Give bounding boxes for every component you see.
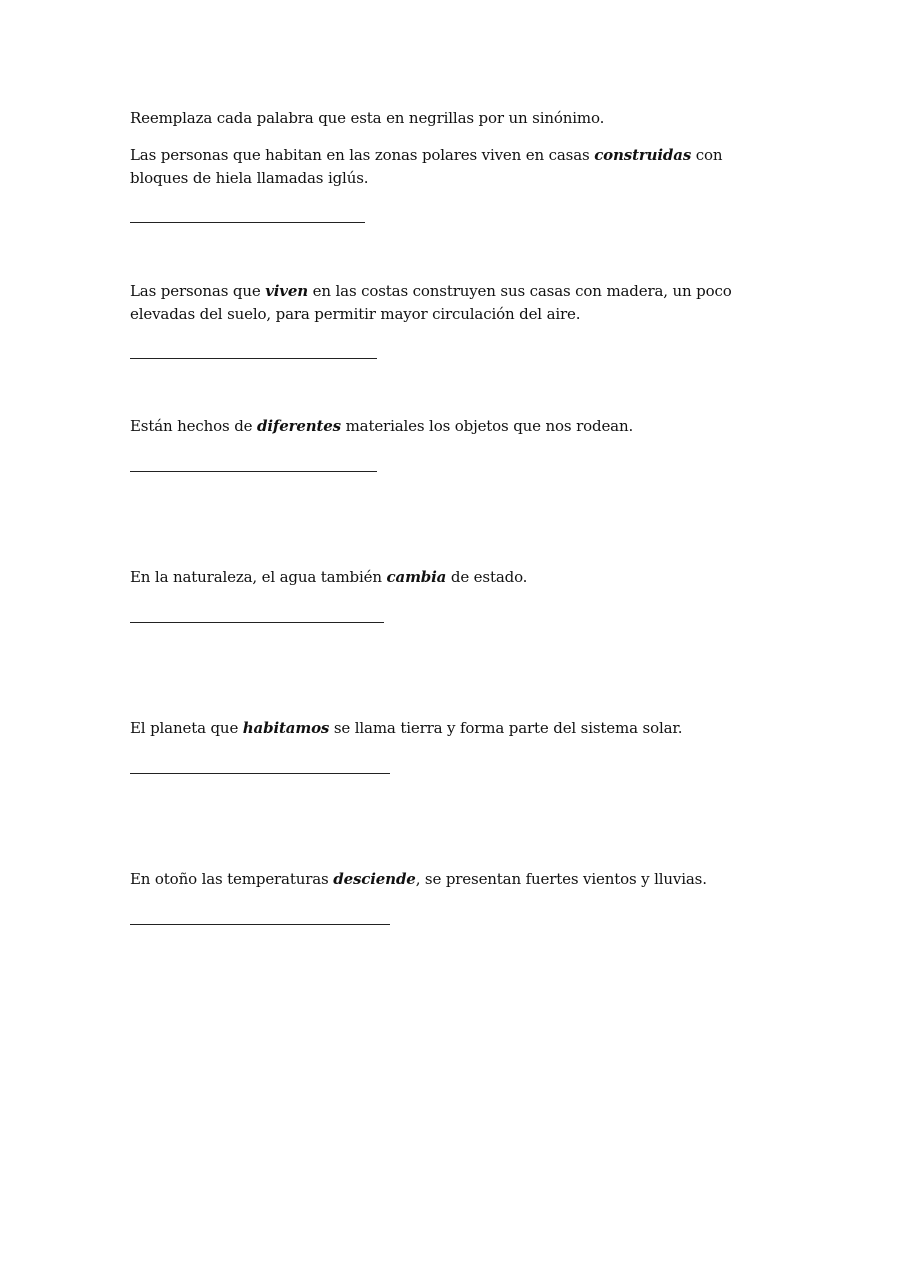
exercise-6-before: En otoño las temperaturas [130,870,334,888]
exercise-5-answer-line[interactable] [130,773,390,774]
exercise-4-sentence [130,566,780,589]
exercise-4-after: de estado. [446,568,528,586]
exercise-1-sentence [130,144,780,190]
exercise-2-answer-line[interactable] [130,358,377,359]
exercise-3-keyword: diferentes [257,417,341,435]
exercise-3-before: Están hechos de [130,417,257,435]
exercise-2-keyword: viven [265,282,309,300]
exercise-1-answer-line[interactable] [130,222,365,223]
exercise-5-after: se llama tierra y forma parte del sistema solar. [329,719,683,737]
exercise-6-keyword: desciende [333,870,416,888]
exercise-6-sentence [130,868,780,891]
exercise-1-before: Las personas que habitan en las zonas polares viven en casas [130,146,595,164]
exercise-2-after: en las costas construyen sus casas con madera, un poco elevadas del suelo, para permitir mayor circulación del aire. [130,282,732,323]
exercise-2-sentence [130,280,780,326]
exercise-4-answer-line[interactable] [130,622,384,623]
exercise-5-sentence [130,717,780,740]
exercise-4-before: En la naturaleza, el agua también [130,568,387,586]
exercise-1-keyword: construidas [594,146,692,164]
exercise-2-before: Las personas que [130,282,266,300]
exercise-5-keyword: habitamos [242,719,330,737]
exercise-3-answer-line[interactable] [130,471,377,472]
exercise-5-before: El planeta que [130,719,243,737]
exercise-4-keyword: cambia [386,568,447,586]
exercise-3-after: materiales los objetos que nos rodean. [340,417,634,435]
exercise-1-after: con bloques de hiela llamadas iglús. [130,146,723,187]
exercise-6-answer-line[interactable] [130,924,390,925]
instruction-text: Reemplaza cada palabra que esta en negrillas por un sinónimo. [130,109,605,127]
exercise-6-after: , se presentan fuertes vientos y lluvias. [415,870,707,888]
exercise-3-sentence [130,415,780,438]
